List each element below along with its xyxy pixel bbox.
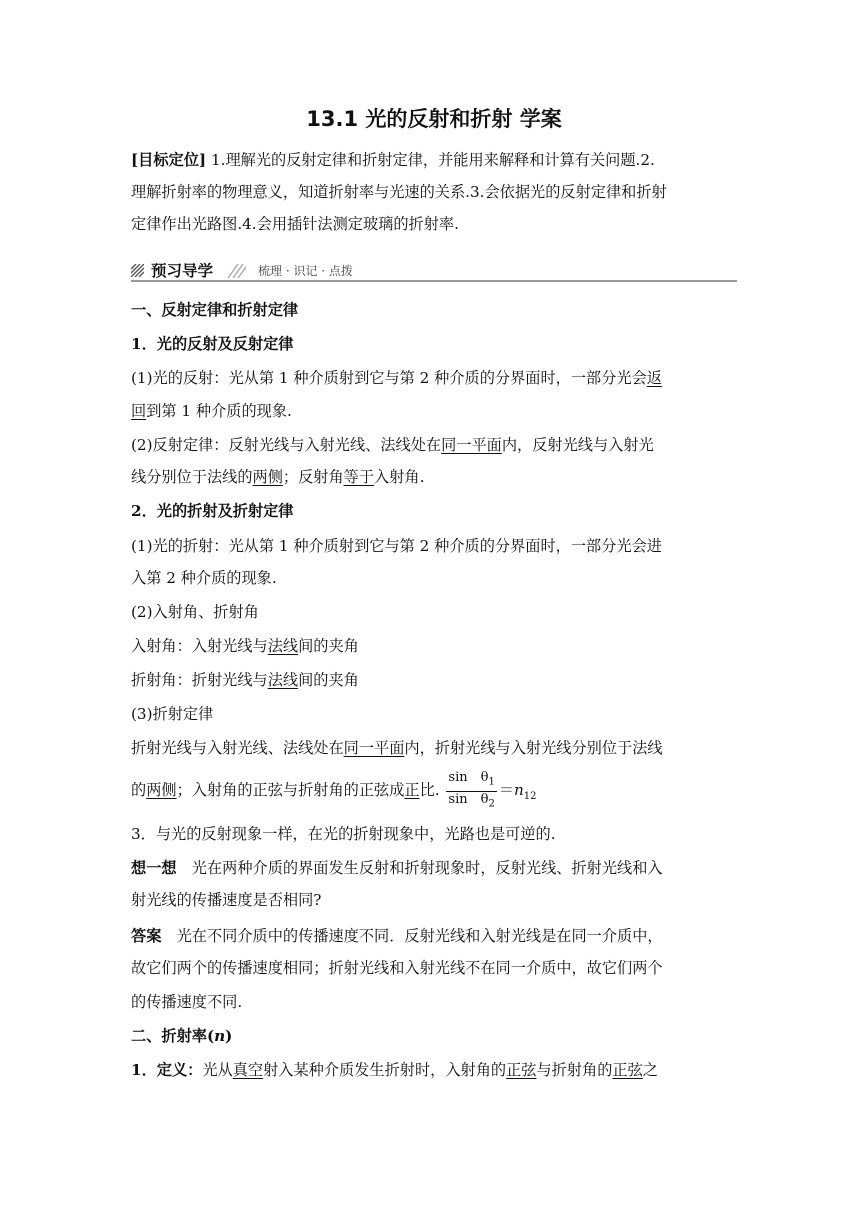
sine-ratio-fraction: $\frac{\sin \theta_1}{\sin \theta_2}$ <box>448 770 495 810</box>
paragraph-reflection-law-cont: 线分别位于法线的两侧；反射角等于入射角. <box>131 468 425 486</box>
answer-paragraph-end: 的传播速度不同. <box>131 993 243 1011</box>
stripes-icon <box>131 264 144 277</box>
paragraph-refraction-law-cont: 的两侧；入射角的正弦与折射角的正弦成正比. $\frac{\sin \theta_1}{\sin \theta_2}$ $=n_{12}$ <box>131 770 537 817</box>
goal-line-3: 定律作出光路图.4.会用插针法测定玻璃的折射率. <box>131 215 459 233</box>
paragraph-angles: (2)入射角、折射角 <box>131 603 259 621</box>
answer-label: 答案 <box>131 927 162 945</box>
paragraph-refraction-law-title: (3)折射定律 <box>131 705 214 723</box>
slash-deco-icon <box>226 264 246 278</box>
think-paragraph-cont: 射光线的传播速度是否相同? <box>131 891 322 909</box>
paragraph-refraction-law: 折射光线与入射光线、法线处在同一平面内，折射光线与入射光线分别位于法线 <box>131 739 663 757</box>
section-heading-1: 一、反射定律和折射定律 <box>131 301 299 319</box>
section-heading-2: 二、折射率(n) <box>131 1027 233 1045</box>
goal-label: [目标定位] <box>131 151 207 169</box>
refraction-angle-def: 折射角：折射光线与法线间的夹角 <box>131 671 359 689</box>
paragraph-reversible: 3．与光的反射现象一样，在光的折射现象中，光路也是可逆的. <box>131 825 556 843</box>
paragraph-refraction-cont: 入第 2 种介质的现象. <box>131 569 277 587</box>
answer-paragraph-cont: 故它们两个的传播速度相同；折射光线和入射光线不在同一介质中，故它们两个 <box>131 959 663 977</box>
paragraph-reflection: (1)光的反射：光从第 1 种介质射到它与第 2 种介质的分界面时，一部分光会返 <box>131 369 662 387</box>
goal-line-2: 理解折射率的物理意义，知道折射率与光速的关系.3.会依据光的反射定律和折射 <box>131 183 667 201</box>
section-bar <box>131 258 737 282</box>
incident-angle-def: 入射角：入射光线与法线间的夹角 <box>131 637 359 655</box>
subheading-reflection: 1．光的反射及反射定律 <box>131 335 294 353</box>
paragraph-reflection-law: (2)反射定律：反射光线与入射光线、法线处在同一平面内，反射光线与入射光 <box>131 436 654 454</box>
paragraph-reflection-cont: 回到第 1 种介质的现象. <box>131 402 292 420</box>
subheading-refraction: 2．光的折射及折射定律 <box>131 502 294 520</box>
section-bar-title: 预习导学 <box>151 262 214 280</box>
answer-paragraph: 答案 光在不同介质中的传播速度不同．反射光线和入射光线是在同一介质中， <box>131 927 663 945</box>
definition-paragraph: 1．定义：光从真空射入某种介质发生折射时，入射角的正弦与折射角的正弦之 <box>131 1061 658 1079</box>
goal-line-1: [目标定位] 1.理解光的反射定律和折射定律，并能用来解释和计算有关问题.2. <box>131 151 655 169</box>
page-title: 13.1 光的反射和折射 学案 <box>306 107 562 131</box>
paragraph-refraction: (1)光的折射：光从第 1 种介质射到它与第 2 种介质的分界面时，一部分光会进 <box>131 537 662 555</box>
think-label: 想一想 <box>131 859 177 877</box>
section-bar-subtitle: 梳理 · 识记 · 点拨 <box>258 264 353 278</box>
think-paragraph: 想一想 光在两种介质的界面发生反射和折射现象时，反射光线、折射光线和入 <box>131 859 663 877</box>
